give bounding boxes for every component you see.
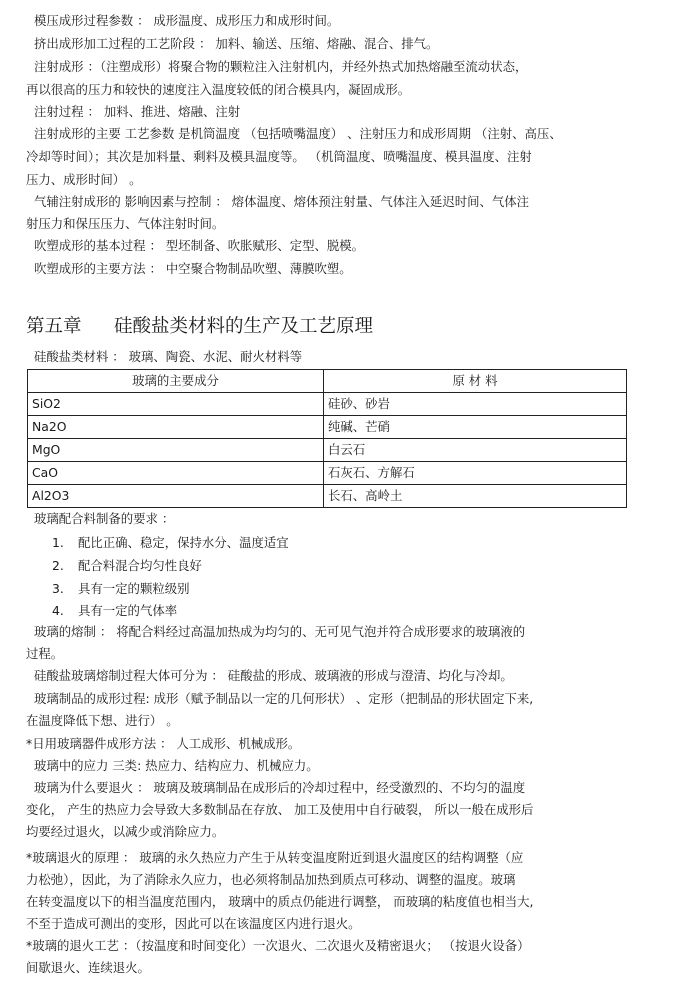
text-line: 注射过程 ： 加料、推进、熔融、注射 [34,104,241,119]
list-item-text: 具有一定的颗粒级别 [78,581,190,596]
list-item-number: 2. [52,558,64,573]
text-line: 在转变温度以下的相当温度范围内， 玻璃中的质点仍能进行调整， 而玻璃的粘度值也相当大, [26,894,534,909]
text-line: 玻璃制品的成形过程: 成形（赋予制品以一定的几何形状） 、定形（把制品的形状固定下来, [34,691,534,706]
text-line: 在温度降低下想、进行） 。 [26,713,179,728]
text-line: 玻璃为什么要退火 ： 玻璃及玻璃制品在成形后的冷却过程中，经受激烈的、不均匀的温度 [34,780,526,795]
chapter-number: 第五章 [26,316,82,337]
text-line: 挤出成形加工过程的工艺阶段 ： 加料、输送、压缩、熔融、混合、排气。 [34,36,439,51]
text-line: 注射成形的主要 工艺参数 是机筒温度 （包括喷嘴温度） 、注射压力和成形周期 （注射、高压、 [34,126,562,141]
glass-composition-table [27,369,627,508]
text-line: *玻璃的退火工艺 ：（按温度和时间变化）一次退火、二次退火及精密退火； （按退火设备） [26,938,530,953]
text-line: 均要经过退火，以减少或消除应力。 [26,824,225,839]
text-line: 再以很高的压力和较快的速度注入温度较低的闭合模具内，凝固成形。 [26,82,411,97]
text-line: 冷却等时间）；其次是加料量、剩料及模具温度等。 （机筒温度、喷嘴温度、模具温度、注射 [26,149,532,164]
chapter-heading [26,314,646,340]
text-line: 玻璃的熔制 ： 将配合料经过高温加热成为均匀的、无可见气泡并符合成形要求的玻璃液的 [34,624,526,639]
table-row [28,416,627,439]
list-item [52,557,672,575]
text-line: 力松弛），因此，为了消除永久应力，也必须将制品加热到质点可移动、调整的温度。玻璃 [26,872,516,887]
list-item-text: 具有一定的气体率 [78,603,178,618]
table-row [28,439,627,462]
chapter-title: 硅酸盐类材料的生产及工艺原理 [114,316,374,337]
table-cell: 石灰石、方解石 [324,462,627,485]
text-line: 吹塑成形的主要方法 ： 中空聚合物制品吹塑、薄膜吹塑。 [34,261,352,276]
table-header-row [28,370,627,393]
list-item [52,534,672,552]
list-item-number: 4. [52,603,64,618]
table-cell: 白云石 [324,439,627,462]
table-cell: SiO2 [28,393,324,416]
text-line: 气辅注射成形的 影响因素与控制 ： 熔体温度、熔体预注射量、气体注入延迟时间、气体注 [34,194,530,209]
table-header-cell: 玻璃的主要成分 [28,370,324,393]
list-item-text: 配比正确、稳定，保持水分、温度适宜 [78,535,289,550]
table-row [28,485,627,508]
table-cell: Na2O [28,416,324,439]
table-cell: 硅砂、砂岩 [324,393,627,416]
list-item-number: 1. [52,535,64,550]
table-row [28,393,627,416]
requirements-title: 玻璃配合料制备的要求 ： [34,511,175,526]
text-line: 变化， 产生的热应力会导致大多数制品在存放、 加工及使用中自行破裂， 所以一般在成形后 [26,802,534,817]
table-cell: 长石、高岭土 [324,485,627,508]
text-line: *日用玻璃器件成形方法 ： 人工成形、机械成形。 [26,736,301,751]
table-cell: Al2O3 [28,485,324,508]
text-line: *玻璃退火的原理 ： 玻璃的永久热应力产生于从转变温度附近到退火温度区的结构调整（应 [26,850,524,865]
table-cell: MgO [28,439,324,462]
table-cell: 纯碱、芒硝 [324,416,627,439]
text-line: 玻璃中的应力 三类: 热应力、结构应力、机械应力。 [34,758,319,773]
list-item-number: 3. [52,581,64,596]
text-line: 注射成形 ：（注塑成形）将聚合物的颗粒注入注射机内，并经外热式加热熔融至流动状态， [34,59,528,74]
text-line: 射压力和保压压力、气体注射时间。 [26,216,225,231]
table-header-cell: 原 材 料 [324,370,627,393]
text-line: 吹塑成形的基本过程 ： 型坯制备、吹胀赋形、定型、脱模。 [34,238,365,253]
text-line: 过程。 [26,646,64,661]
intro-line: 硅酸盐类材料 ： 玻璃、陶瓷、水泥、耐火材料等 [34,349,303,364]
list-item-text: 配合料混合均匀性良好 [78,558,202,573]
list-item [52,580,672,598]
list-item [52,602,672,620]
text-line: 间歇退火、连续退火。 [26,960,150,975]
text-line: 压力、成形时间） 。 [26,172,142,187]
table-cell: CaO [28,462,324,485]
text-line: 不至于造成可测出的变形，因此可以在该温度区内进行退火。 [26,916,361,931]
text-line: 硅酸盐玻璃熔制过程大体可分为 ： 硅酸盐的形成、玻璃液的形成与澄清、均化与冷却。 [34,668,513,683]
text-line: 模压成形过程参数 ： 成形温度、成形压力和成形时间。 [34,13,340,28]
table-row [28,462,627,485]
